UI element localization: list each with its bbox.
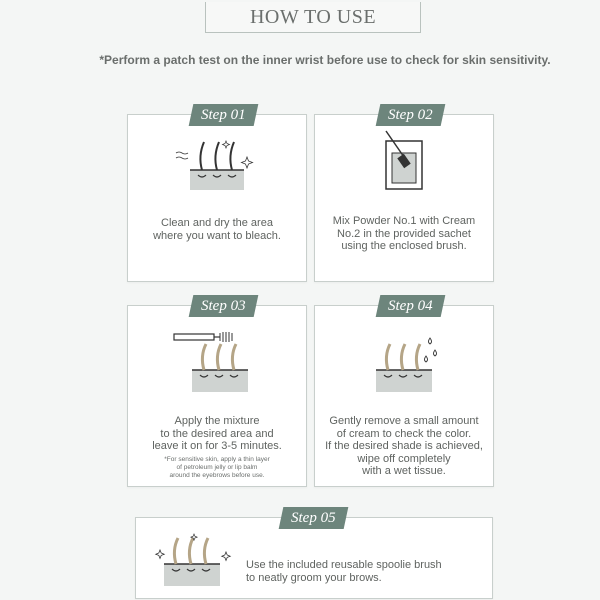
step-card-3 [127, 298, 307, 487]
step-text-line: wipe off completely [357, 452, 451, 465]
step-text-line: If the desired shade is achieved, [325, 440, 483, 452]
step-text-line: where you want to bleach. [153, 229, 281, 242]
step-text-line: using the enclosed brush. [341, 240, 467, 252]
step-label: Step 03 [201, 298, 246, 314]
patch-test-notice: *Perform a patch test on the inner wrist before use to check for skin sensitivity. [99, 53, 551, 67]
groom-brows-icon [154, 532, 244, 592]
step-text-line: Use the included reusable spoolie brush [246, 559, 442, 571]
step-text-line: to neatly groom your brows. [246, 572, 382, 584]
step-label-tag [279, 507, 348, 529]
sensitive-skin-note-line: of petroleum jelly or lip balm [176, 464, 258, 471]
step-label-tag [376, 295, 445, 317]
step-label: Step 01 [201, 107, 246, 123]
page-title: HOW TO USE [249, 5, 377, 28]
wipe-off-icon [364, 328, 454, 398]
step-card-4 [314, 298, 494, 487]
step-card-1 [127, 107, 307, 282]
step-card-5 [135, 510, 493, 599]
sensitive-skin-note-line: around the eyebrows before use. [169, 472, 265, 479]
page-title-box [205, 2, 421, 33]
step-label: Step 04 [388, 298, 433, 314]
step-label: Step 02 [388, 107, 433, 123]
step-text-line: to the desired area and [160, 427, 274, 440]
step-label: Step 05 [291, 510, 336, 526]
step-label-tag [376, 104, 445, 126]
step-card-2 [314, 107, 494, 282]
step-text-line: Mix Powder No.1 with Cream [332, 215, 476, 227]
sachet-brush-icon [364, 127, 444, 197]
step-text-line: Clean and dry the area [161, 217, 273, 229]
step-text-line: Apply the mixture [174, 415, 260, 427]
step-label-tag [189, 104, 258, 126]
sensitive-skin-note-line: *For sensitive skin, apply a thin layer [164, 456, 270, 463]
step-label-tag [189, 295, 258, 317]
step-text-line: with a wet tissue. [362, 465, 446, 477]
clean-dry-hair-icon [172, 135, 262, 195]
step-text-line: leave it on for 3-5 minutes. [152, 440, 282, 452]
step-text-line: No.2 in the provided sachet [337, 227, 471, 240]
step-text-line: Gently remove a small amount [329, 415, 479, 427]
apply-mixture-icon [168, 328, 278, 398]
step-text-line: of cream to check the color. [336, 427, 472, 440]
